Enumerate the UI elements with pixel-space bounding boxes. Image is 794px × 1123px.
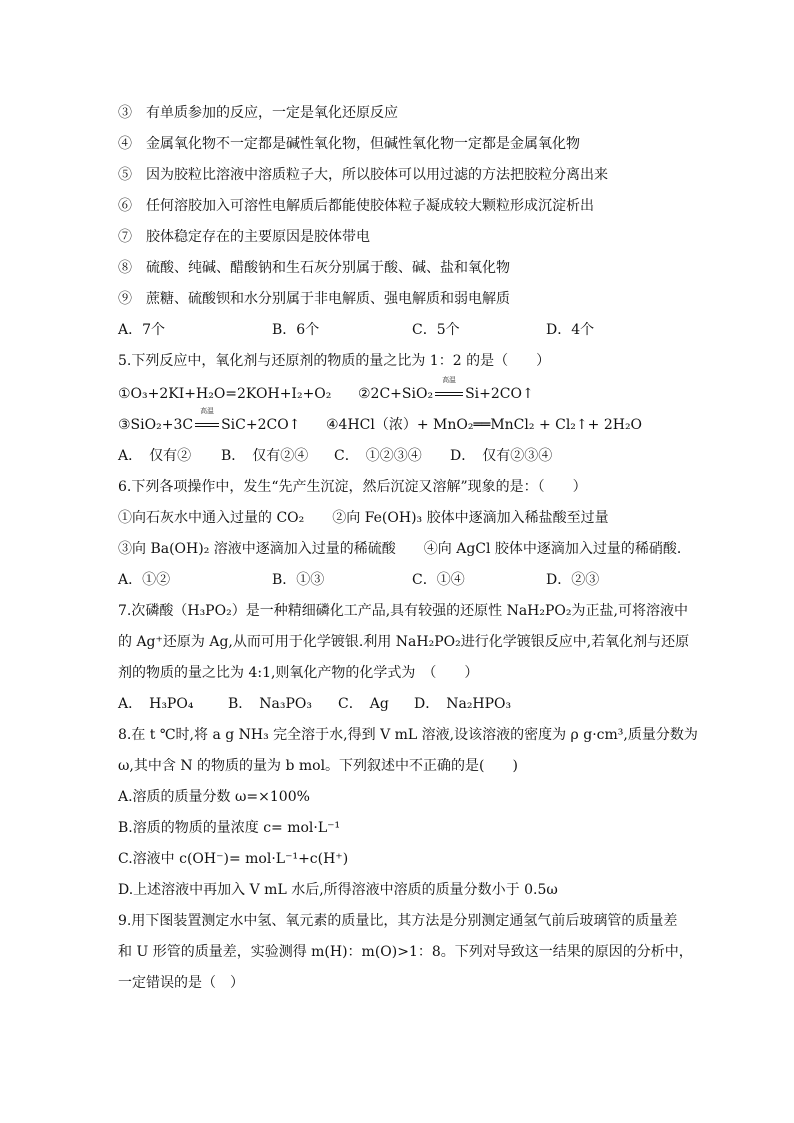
q8-option-a: A.溶质的质量分数 ω=×100% — [118, 789, 310, 805]
q5-reaction-3-right: SiC+2CO↑ — [221, 417, 301, 433]
q7-option-d: D． Na₂HPO₃ — [414, 696, 512, 712]
q8-option-d: D.上述溶液中再加入 V mL 水后,所得溶液中溶质的质量分数小于 0.5ω — [118, 882, 558, 898]
q6-option-a: A．①② — [118, 572, 171, 588]
q6-stem: 6.下列各项操作中，发生“先产生沉淀，然后沉淀又溶解”现象的是：（ ） — [118, 479, 587, 495]
q6-option-d: D．②③ — [546, 572, 600, 588]
q7-line-1: 7.次磷酸（H₃PO₂）是一种精细磷化工产品,具有较强的还原性 NaH₂PO₂为正盐,可将溶液中 — [118, 603, 688, 619]
q5-reaction-2-left: ②2C+SiO₂ — [358, 386, 434, 402]
q5-option-b: B． 仅有②④ — [221, 448, 309, 464]
q8-line-2: ω,其中含 N 的物质的量为 b mol。下列叙述中不正确的是( ) — [118, 758, 518, 774]
q6-line-2: ③向 Ba(OH)₂ 溶液中逐滴加入过量的稀硫酸 ④向 AgCl 胶体中逐滴加入过量的稀硝酸． — [118, 541, 691, 557]
q7-option-b: B． Na₃PO₃ — [228, 696, 313, 712]
q5-reaction-2-arrow — [435, 376, 463, 403]
q6-line-1: ①向石灰水中通入过量的 CO₂ ②向 Fe(OH)₃ 胶体中逐滴加入稀盐酸至过量 — [118, 510, 609, 526]
q5-reaction-1: ①O₃+2KI+H₂O=2KOH+I₂+O₂ — [118, 386, 332, 402]
q5-stem: 5.下列反应中，氧化剂与还原剂的物质的量之比为 1：2 的是（ ） — [118, 353, 551, 369]
q5-reaction-3-condition: 高温 — [200, 407, 215, 415]
q9-line-1: 9.用下图装置测定水中氢、氧元素的质量比，其方法是分别测定通氢气前后玻璃管的质量差 — [118, 913, 678, 929]
q5-reaction-3-arrow — [195, 407, 219, 434]
statement-8: ⑧ 硫酸、纯碱、醋酸钠和生石灰分别属于酸、碱、盐和氧化物 — [118, 260, 510, 276]
q7-option-c: C． Ag — [338, 696, 389, 712]
statement-9: ⑨ 蔗糖、硫酸钡和水分别属于非电解质、强电解质和弱电解质 — [118, 291, 510, 307]
statement-7: ⑦ 胶体稳定存在的主要原因是胶体带电 — [118, 229, 370, 245]
q9-line-2: 和 U 形管的质量差，实验测得 m(H)：m(O)>1：8。下列对导致这一结果的原因的分析中， — [118, 944, 693, 960]
q5-reaction-3-left: ③SiO₂+3C — [118, 417, 194, 433]
q5-reaction-2-right: Si+2CO↑ — [465, 386, 534, 402]
q5-reaction-2-condition: 高温 — [442, 376, 457, 384]
statement-4: ④ 金属氧化物不一定都是碱性氧化物，但碱性氧化物一定都是金属氧化物 — [118, 136, 580, 152]
q7-line-2: 的 Ag⁺还原为 Ag,从而可用于化学镀银.利用 NaH₂PO₂进行化学镀银反应中,若氧化剂与还原 — [118, 634, 690, 650]
q7-line-3: 剂的物质的量之比为 4:1,则氧化产物的化学式为 （ ） — [118, 665, 479, 681]
statement-5: ⑤ 因为胶粒比溶液中溶质粒子大，所以胶体可以用过滤的方法把胶粒分离出来 — [118, 167, 608, 183]
q9-line-3: 一定错误的是（ ） — [118, 975, 244, 991]
statement-6: ⑥ 任何溶胶加入可溶性电解质后都能使胶体粒子凝成较大颗粒形成沉淀析出 — [118, 198, 594, 214]
q8-line-1: 8.在 t ℃时,将 a g NH₃ 完全溶于水,得到 V mL 溶液,设该溶液的密度为 ρ g·cm³,质量分数为 — [118, 727, 698, 743]
q6-option-b: B．①③ — [272, 572, 325, 588]
q8-option-b: B.溶质的物质的量浓度 c= mol·L⁻¹ — [118, 820, 341, 836]
q8-option-c: C.溶液中 c(OH⁻)= mol·L⁻¹+c(H⁺) — [118, 851, 349, 867]
q4-option-d: D．4个 — [546, 322, 595, 338]
q5-option-d: D． 仅有②③④ — [450, 448, 553, 464]
q4-option-a: A．7个 — [118, 322, 166, 338]
q5-reaction-2 — [358, 376, 534, 403]
q5-option-c: C． ①②③④ — [334, 448, 422, 464]
q7-option-a: A． H₃PO₄ — [118, 696, 194, 712]
statement-3: ③ 有单质参加的反应，一定是氧化还原反应 — [118, 105, 398, 121]
q5-reaction-4: ④4HCl（浓）+ MnO₂══MnCl₂ + Cl₂↑+ 2H₂O — [326, 417, 643, 433]
q4-option-b: B．6个 — [272, 322, 320, 338]
q5-option-a: A． 仅有② — [118, 448, 192, 464]
q5-reaction-3 — [118, 407, 301, 434]
q6-option-c: C．①④ — [412, 572, 465, 588]
q4-option-c: C．5个 — [412, 322, 460, 338]
